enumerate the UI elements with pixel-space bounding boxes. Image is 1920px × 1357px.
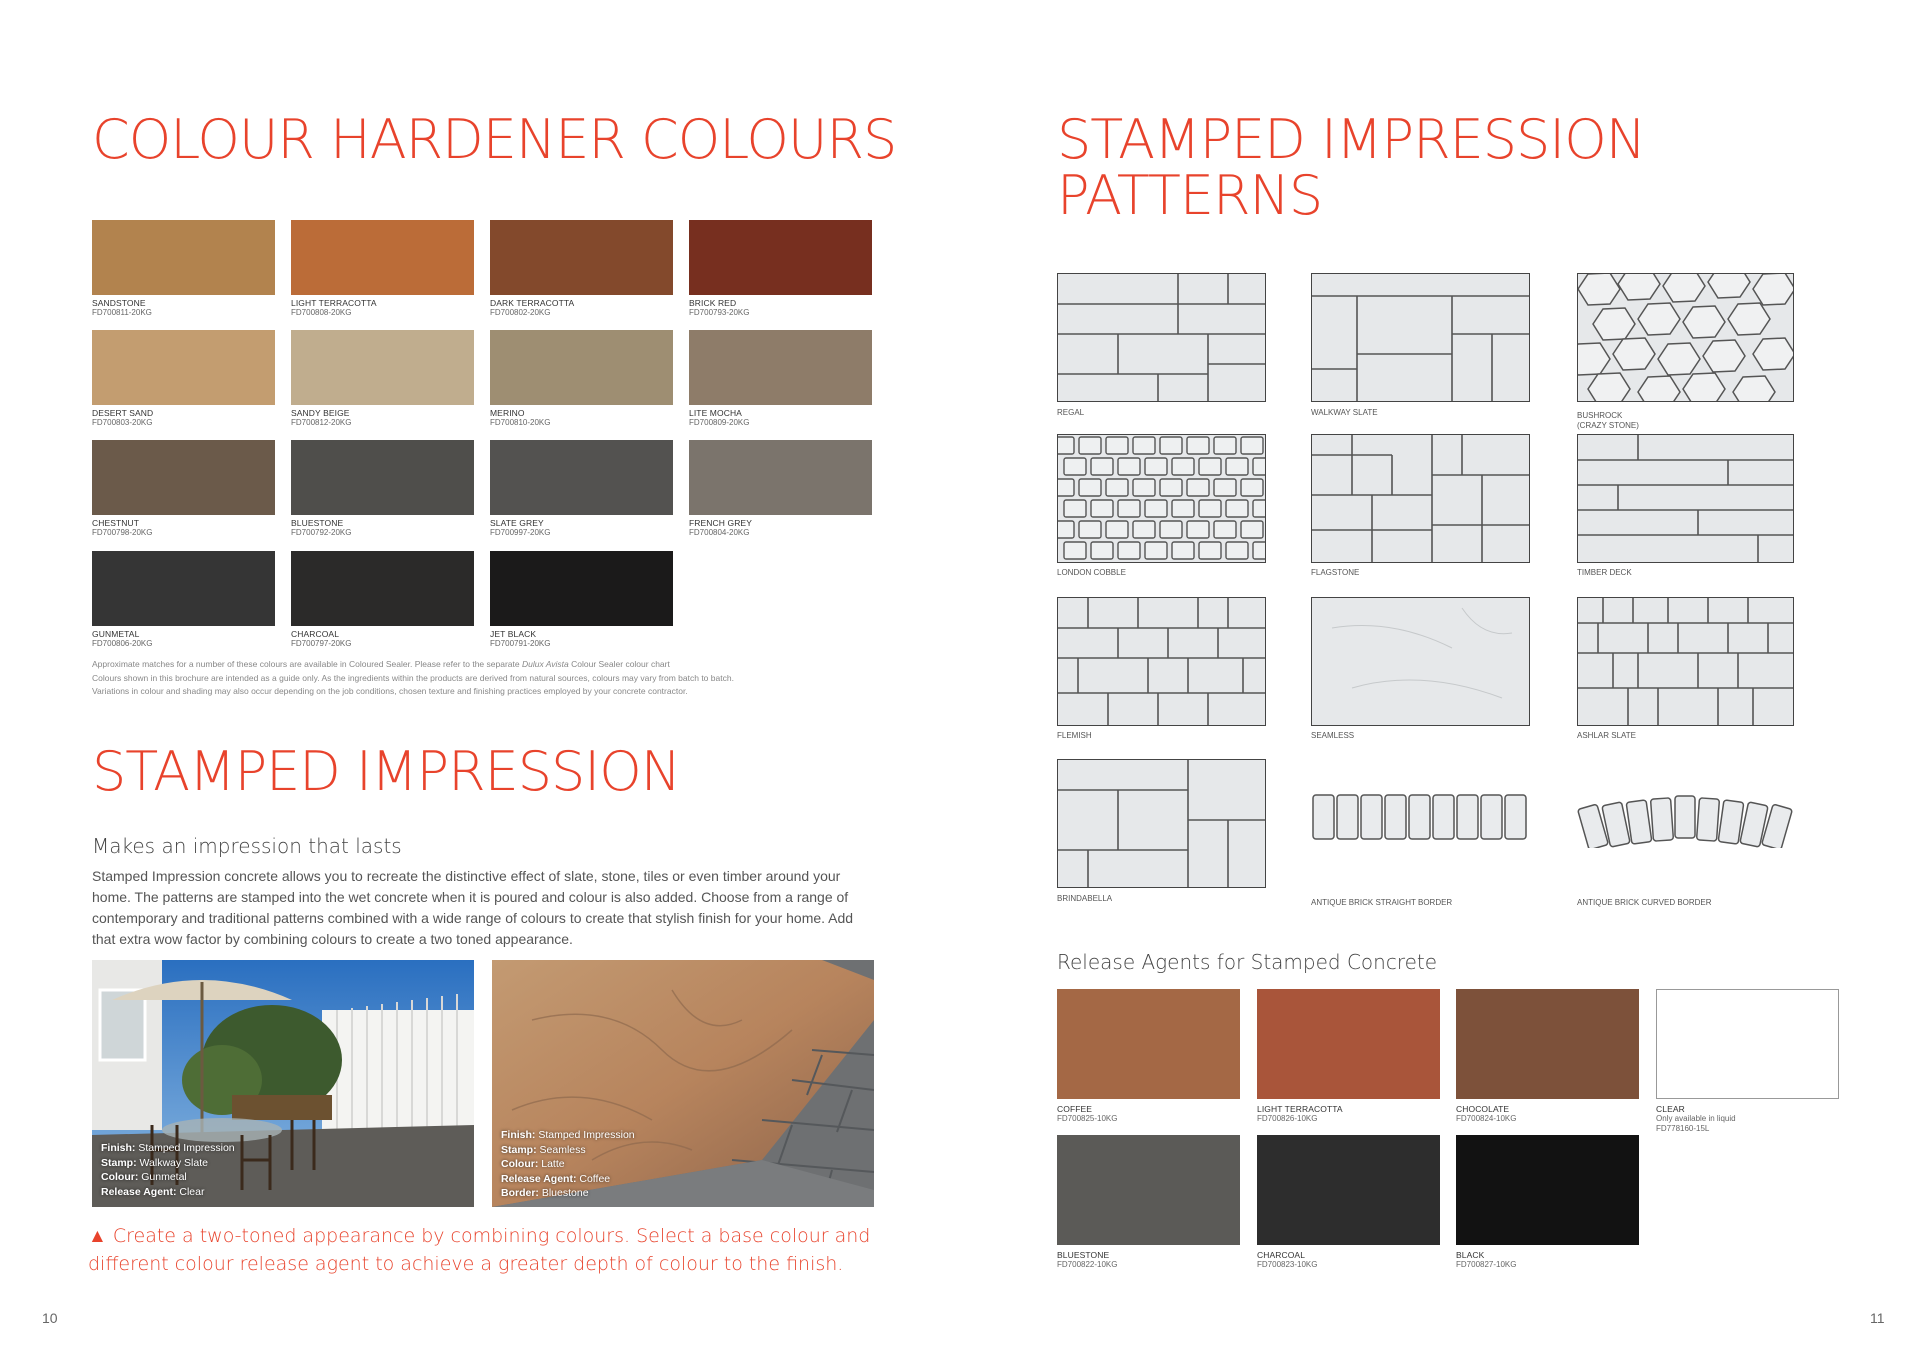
swatch-name: SLATE GREY: [490, 518, 544, 528]
note-guide: Colours shown in this brochure are intended as a guide only. As the ingredients within the products are derived from natural sources, colours may vary from batch to batch.: [92, 673, 734, 683]
release-agent-name: LIGHT TERRACOTTA: [1257, 1104, 1343, 1114]
seamless-caption: Finish: Stamped Impression Stamp: Seamless Colour: Latte Release Agent: Coffee Border: Bluestone: [501, 1129, 635, 1199]
pattern-label: ANTIQUE BRICK STRAIGHT BORDER: [1311, 898, 1453, 907]
pattern-label: WALKWAY SLATE: [1311, 408, 1378, 417]
swatch-name: CHESTNUT: [92, 518, 140, 528]
release-agent-swatch: [1456, 989, 1639, 1099]
release-agent-code: Only available in liquid: [1656, 1114, 1736, 1123]
release-agent-swatch: [1257, 989, 1440, 1099]
release-agent-code: FD700824-10KG: [1456, 1114, 1517, 1123]
swatch-code: FD700809-20KG: [689, 418, 750, 427]
swatch-code: FD700806-20KG: [92, 639, 153, 648]
swatch-code: FD700792-20KG: [291, 528, 352, 537]
colour-swatch: [689, 220, 872, 295]
pattern-label: ANTIQUE BRICK CURVED BORDER: [1577, 898, 1712, 907]
release-agent-name: BLUESTONE: [1057, 1250, 1110, 1260]
page-number-left: 10: [42, 1310, 58, 1326]
pattern-swatch: [1057, 434, 1266, 563]
release-title: Release Agents for Stamped Concrete: [1057, 950, 1438, 974]
colour-swatch: [490, 220, 673, 295]
swatch-code: FD700803-20KG: [92, 418, 153, 427]
pattern-swatch: [1057, 759, 1266, 888]
colour-swatch: [92, 330, 275, 405]
pattern-label: REGAL: [1057, 408, 1085, 417]
pattern-swatch: [1311, 273, 1530, 402]
colour-swatch: [490, 330, 673, 405]
swatch-code: FD700804-20KG: [689, 528, 750, 537]
straight-border-pattern: [1311, 792, 1528, 842]
swatch-code: FD700997-20KG: [490, 528, 551, 537]
two-tone-callout: ▲ Create a two-toned appearance by combining colours. Select a base colour and different colour release agent to achieve a greater depth of colour to the finish.: [88, 1225, 871, 1275]
swatch-name: JET BLACK: [490, 629, 537, 639]
colour-swatch: [92, 551, 275, 626]
swatch-name: DESERT SAND: [92, 408, 154, 418]
colour-swatch: [92, 440, 275, 515]
swatch-name: BRICK RED: [689, 298, 737, 308]
colour-swatch: [92, 220, 275, 295]
patio-caption: Finish: Stamped Impression Stamp: Walkway Slate Colour: Gunmetal Release Agent: Clear: [101, 1142, 235, 1198]
release-agent-name: CHARCOAL: [1257, 1250, 1306, 1260]
swatch-code: FD700810-20KG: [490, 418, 551, 427]
swatch-code: FD700797-20KG: [291, 639, 352, 648]
colour-swatch: [291, 440, 474, 515]
swatch-name: BLUESTONE: [291, 518, 344, 528]
note-variations: Variations in colour and shading may also occur depending on the job conditions, chosen texture and finishing practices employed by your concrete contractor.: [92, 686, 688, 696]
pattern-swatch: [1577, 434, 1794, 563]
pattern-swatch: [1577, 273, 1794, 402]
swatch-name: DARK TERRACOTTA: [490, 298, 575, 308]
release-agent-swatch: [1656, 989, 1839, 1099]
triangle-icon: ▲: [88, 1225, 107, 1247]
release-agent-name: CLEAR: [1656, 1104, 1685, 1114]
release-agent-name: CHOCOLATE: [1456, 1104, 1510, 1114]
colour-swatch: [291, 551, 474, 626]
pattern-label: SEAMLESS: [1311, 731, 1355, 740]
colour-swatch: [490, 440, 673, 515]
pattern-swatch: [1311, 597, 1530, 726]
pattern-label: BRINDABELLA: [1057, 894, 1113, 903]
colour-swatch: [689, 330, 872, 405]
swatch-code: FD700811-20KG: [92, 308, 152, 317]
pattern-label: LONDON COBBLE: [1057, 568, 1126, 577]
swatch-name: MERINO: [490, 408, 525, 418]
body-text: Stamped Impression concrete allows you to recreate the distinctive effect of slate, stone, tiles or even timber around your home. The patterns are stamped into the wet concrete when it is poured and colour is also added. Choose from a range of contemporary and traditional patterns combined with a wide range of colours to create that stylish finish for your home. Add that extra wow factor by combining colours to create a two toned appearance.: [92, 868, 854, 947]
colour-swatch: [291, 220, 474, 295]
colour-swatch: [490, 551, 673, 626]
colour-swatch: [689, 440, 872, 515]
colour-swatch: [291, 330, 474, 405]
swatch-name: LIGHT TERRACOTTA: [291, 298, 377, 308]
swatch-name: SANDSTONE: [92, 298, 146, 308]
swatch-code: FD700812-20KG: [291, 418, 352, 427]
swatch-code: FD700791-20KG: [490, 639, 551, 648]
section-subtitle: Makes an impression that lasts: [92, 834, 402, 858]
release-agent-swatch: [1257, 1135, 1440, 1245]
release-agent-code: FD700826-10KG: [1257, 1114, 1318, 1123]
release-agent-name: BLACK: [1456, 1250, 1485, 1260]
swatch-code: FD700802-20KG: [490, 308, 551, 317]
release-agent-code: FD700825-10KG: [1057, 1114, 1118, 1123]
swatch-name: CHARCOAL: [291, 629, 340, 639]
release-agent-code: FD700822-10KG: [1057, 1260, 1118, 1269]
pattern-label: TIMBER DECK: [1577, 568, 1632, 577]
swatch-name: SANDY BEIGE: [291, 408, 350, 418]
swatch-code: FD700808-20KG: [291, 308, 352, 317]
patterns-title: STAMPED IMPRESSION PATTERNS: [1057, 108, 1646, 227]
pattern-label: FLAGSTONE: [1311, 568, 1360, 577]
curved-border-pattern: [1577, 788, 1794, 848]
pattern-label: ASHLAR SLATE: [1577, 731, 1636, 740]
pattern-label: BUSHROCK (CRAZY STONE): [1577, 411, 1639, 430]
swatch-code: FD700798-20KG: [92, 528, 153, 537]
release-agent-swatch: [1057, 1135, 1240, 1245]
note-sealer: Approximate matches for a number of these colours are available in Coloured Sealer. Please refer to the separate Dulux Avista Colour Sealer colour chart: [92, 659, 670, 669]
release-agent-code: FD700823-10KG: [1257, 1260, 1318, 1269]
page-title: COLOUR HARDENER COLOURS: [92, 108, 897, 171]
pattern-swatch: [1057, 273, 1266, 402]
swatch-code: FD700793-20KG: [689, 308, 750, 317]
release-agent-code: FD700827-10KG: [1456, 1260, 1517, 1269]
release-agent-swatch: [1456, 1135, 1639, 1245]
swatch-name: GUNMETAL: [92, 629, 140, 639]
page-number-right: 11: [1870, 1310, 1885, 1326]
pattern-swatch: [1311, 434, 1530, 563]
release-agent-swatch: [1057, 989, 1240, 1099]
swatch-name: FRENCH GREY: [689, 518, 752, 528]
release-agent-code: FD778160-15L: [1656, 1124, 1710, 1133]
release-agent-name: COFFEE: [1057, 1104, 1093, 1114]
pattern-swatch: [1057, 597, 1266, 726]
section-title: STAMPED IMPRESSION: [92, 740, 681, 803]
pattern-swatch: [1577, 597, 1794, 726]
swatch-name: LITE MOCHA: [689, 408, 742, 418]
pattern-label: FLEMISH: [1057, 731, 1092, 740]
